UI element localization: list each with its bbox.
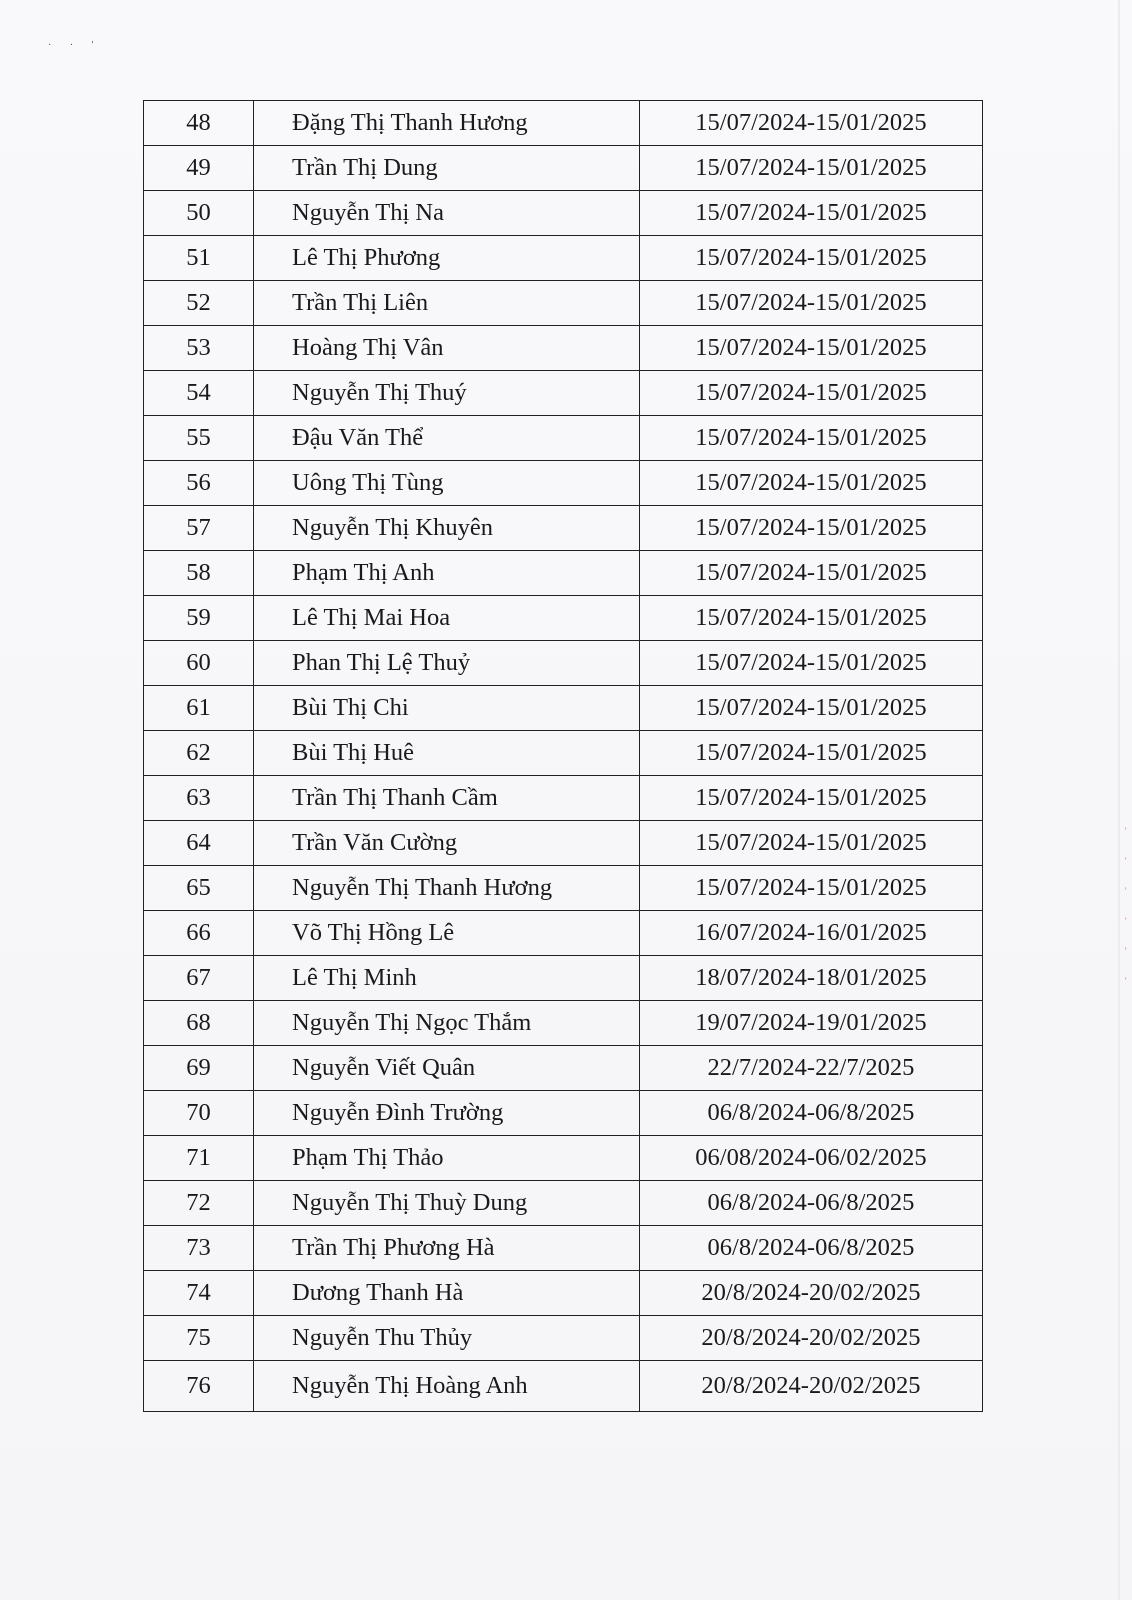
- date-range-cell: 15/07/2024-15/01/2025: [640, 146, 983, 191]
- full-name-cell: Đặng Thị Thanh Hương: [254, 101, 640, 146]
- table-row: [144, 866, 983, 911]
- date-range-cell: 15/07/2024-15/01/2025: [640, 191, 983, 236]
- full-name-cell: Trần Thị Dung: [254, 146, 640, 191]
- full-name-cell: Đậu Văn Thể: [254, 416, 640, 461]
- table-row: [144, 776, 983, 821]
- row-number-cell: 61: [144, 686, 254, 731]
- date-range-cell: 15/07/2024-15/01/2025: [640, 101, 983, 146]
- date-range-cell: 06/8/2024-06/8/2025: [640, 1091, 983, 1136]
- row-number-cell: 62: [144, 731, 254, 776]
- row-number-cell: 55: [144, 416, 254, 461]
- date-range-cell: 15/07/2024-15/01/2025: [640, 371, 983, 416]
- table-row: [144, 416, 983, 461]
- table-row: [144, 371, 983, 416]
- roster-table-body: [144, 101, 983, 1412]
- table-row: [144, 1316, 983, 1361]
- date-range-cell: 06/8/2024-06/8/2025: [640, 1181, 983, 1226]
- full-name-cell: Nguyễn Thị Ngọc Thắm: [254, 1001, 640, 1046]
- table-row: [144, 1001, 983, 1046]
- row-number-cell: 59: [144, 596, 254, 641]
- date-range-cell: 16/07/2024-16/01/2025: [640, 911, 983, 956]
- date-range-cell: 15/07/2024-15/01/2025: [640, 776, 983, 821]
- table-row: [144, 101, 983, 146]
- table-row: [144, 641, 983, 686]
- table-row: [144, 236, 983, 281]
- date-range-cell: 15/07/2024-15/01/2025: [640, 866, 983, 911]
- table-row: [144, 956, 983, 1001]
- full-name-cell: Trần Thị Thanh Cầm: [254, 776, 640, 821]
- row-number-cell: 73: [144, 1226, 254, 1271]
- table-row: [144, 731, 983, 776]
- row-number-cell: 48: [144, 101, 254, 146]
- date-range-cell: 15/07/2024-15/01/2025: [640, 596, 983, 641]
- date-range-cell: 20/8/2024-20/02/2025: [640, 1361, 983, 1412]
- table-row: [144, 1181, 983, 1226]
- row-number-cell: 67: [144, 956, 254, 1001]
- row-number-cell: 75: [144, 1316, 254, 1361]
- row-number-cell: 74: [144, 1271, 254, 1316]
- table-row: [144, 506, 983, 551]
- table-row: [144, 461, 983, 506]
- full-name-cell: Trần Thị Phương Hà: [254, 1226, 640, 1271]
- table-row: [144, 1271, 983, 1316]
- red-stamp-edge-marks: ʾ ʿ ʾ ʿ ʾ ʿ: [1124, 827, 1128, 988]
- table-row: [144, 1361, 983, 1412]
- row-number-cell: 54: [144, 371, 254, 416]
- full-name-cell: Phạm Thị Anh: [254, 551, 640, 596]
- full-name-cell: Lê Thị Minh: [254, 956, 640, 1001]
- row-number-cell: 56: [144, 461, 254, 506]
- date-range-cell: 15/07/2024-15/01/2025: [640, 506, 983, 551]
- date-range-cell: 15/07/2024-15/01/2025: [640, 461, 983, 506]
- row-number-cell: 64: [144, 821, 254, 866]
- table-row: [144, 146, 983, 191]
- row-number-cell: 76: [144, 1361, 254, 1412]
- table-row: [144, 1136, 983, 1181]
- full-name-cell: Nguyễn Thị Hoàng Anh: [254, 1361, 640, 1412]
- table-row: [144, 821, 983, 866]
- full-name-cell: Nguyễn Viết Quân: [254, 1046, 640, 1091]
- full-name-cell: Nguyễn Thị Thuỳ Dung: [254, 1181, 640, 1226]
- scan-edge: [1118, 0, 1120, 1600]
- row-number-cell: 51: [144, 236, 254, 281]
- date-range-cell: 15/07/2024-15/01/2025: [640, 551, 983, 596]
- row-number-cell: 52: [144, 281, 254, 326]
- full-name-cell: Nguyễn Thị Khuyên: [254, 506, 640, 551]
- row-number-cell: 69: [144, 1046, 254, 1091]
- date-range-cell: 22/7/2024-22/7/2025: [640, 1046, 983, 1091]
- full-name-cell: Lê Thị Mai Hoa: [254, 596, 640, 641]
- date-range-cell: 15/07/2024-15/01/2025: [640, 326, 983, 371]
- full-name-cell: Hoàng Thị Vân: [254, 326, 640, 371]
- table-row: [144, 281, 983, 326]
- row-number-cell: 57: [144, 506, 254, 551]
- full-name-cell: Nguyễn Đình Trường: [254, 1091, 640, 1136]
- date-range-cell: 18/07/2024-18/01/2025: [640, 956, 983, 1001]
- table-row: [144, 686, 983, 731]
- table-row: [144, 191, 983, 236]
- full-name-cell: Nguyễn Thu Thủy: [254, 1316, 640, 1361]
- table-row: [144, 596, 983, 641]
- table-row: [144, 1091, 983, 1136]
- row-number-cell: 70: [144, 1091, 254, 1136]
- row-number-cell: 68: [144, 1001, 254, 1046]
- table-row: [144, 1226, 983, 1271]
- full-name-cell: Nguyễn Thị Thuý: [254, 371, 640, 416]
- full-name-cell: Trần Văn Cường: [254, 821, 640, 866]
- full-name-cell: Nguyễn Thị Thanh Hương: [254, 866, 640, 911]
- date-range-cell: 20/8/2024-20/02/2025: [640, 1271, 983, 1316]
- row-number-cell: 72: [144, 1181, 254, 1226]
- date-range-cell: 15/07/2024-15/01/2025: [640, 731, 983, 776]
- date-range-cell: 15/07/2024-15/01/2025: [640, 686, 983, 731]
- row-number-cell: 49: [144, 146, 254, 191]
- full-name-cell: Dương Thanh Hà: [254, 1271, 640, 1316]
- date-range-cell: 15/07/2024-15/01/2025: [640, 641, 983, 686]
- date-range-cell: 15/07/2024-15/01/2025: [640, 416, 983, 461]
- row-number-cell: 66: [144, 911, 254, 956]
- date-range-cell: 15/07/2024-15/01/2025: [640, 236, 983, 281]
- table-row: [144, 551, 983, 596]
- row-number-cell: 58: [144, 551, 254, 596]
- date-range-cell: 15/07/2024-15/01/2025: [640, 281, 983, 326]
- date-range-cell: 06/8/2024-06/8/2025: [640, 1226, 983, 1271]
- row-number-cell: 71: [144, 1136, 254, 1181]
- row-number-cell: 50: [144, 191, 254, 236]
- full-name-cell: Phan Thị Lệ Thuỷ: [254, 641, 640, 686]
- full-name-cell: Lê Thị Phương: [254, 236, 640, 281]
- row-number-cell: 53: [144, 326, 254, 371]
- roster-table: [143, 100, 983, 1412]
- date-range-cell: 19/07/2024-19/01/2025: [640, 1001, 983, 1046]
- full-name-cell: Bùi Thị Chi: [254, 686, 640, 731]
- date-range-cell: 15/07/2024-15/01/2025: [640, 821, 983, 866]
- scan-specks: · · ': [48, 40, 102, 51]
- date-range-cell: 20/8/2024-20/02/2025: [640, 1316, 983, 1361]
- full-name-cell: Phạm Thị Thảo: [254, 1136, 640, 1181]
- full-name-cell: Trần Thị Liên: [254, 281, 640, 326]
- date-range-cell: 06/08/2024-06/02/2025: [640, 1136, 983, 1181]
- table-row: [144, 911, 983, 956]
- full-name-cell: Võ Thị Hồng Lê: [254, 911, 640, 956]
- row-number-cell: 60: [144, 641, 254, 686]
- table-row: [144, 326, 983, 371]
- row-number-cell: 65: [144, 866, 254, 911]
- table-row: [144, 1046, 983, 1091]
- full-name-cell: Bùi Thị Huê: [254, 731, 640, 776]
- full-name-cell: Uông Thị Tùng: [254, 461, 640, 506]
- full-name-cell: Nguyễn Thị Na: [254, 191, 640, 236]
- row-number-cell: 63: [144, 776, 254, 821]
